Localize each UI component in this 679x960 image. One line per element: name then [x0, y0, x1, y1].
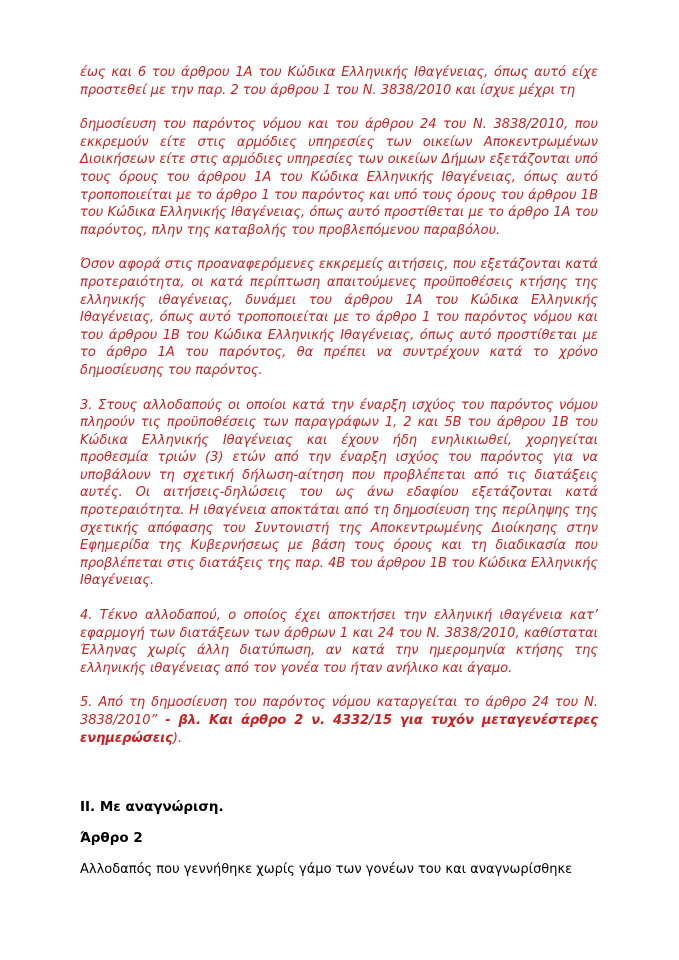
repeal-text: 5. Από τη δημοσίευση του παρόντος νόμου καταργείται το άρθρο 24 του Ν. 3838/2010” [80, 695, 598, 728]
spacer [80, 590, 598, 607]
spacer [80, 815, 598, 830]
reference-note: - βλ. Και άρθρο 2 ν. 4332/15 για τυχόν μεταγενέστερες ενημερώσεις [80, 713, 598, 746]
document-page [80, 64, 598, 879]
section-heading: ΙΙ. Με αναγνώριση. [80, 799, 224, 816]
paragraph-pending-applications: δημοσίευση του παρόντος νόμου και του άρθρου 24 του Ν. 3838/2010, που εκκρεμούν είτε στις αρμόδιες υπηρεσίες των οικείων Αποκεντρωμένων Διοικήσεων είτε στις αρμόδιες υπηρεσίες των οικείων Δήμων εξετάζονται υπό τους όρους του άρθρου 1Α του Κώδικα Ελληνικής Ιθαγένειας, όπως αυτό τροποποιείται με το άρθρο 1 του παρόντος και υπό τους όρους του άρθρου 1Β του Κώδικα Ελληνικής Ιθαγένειας, όπως αυτό προστίθεται με το άρθρο 1Α του παρόντος, πλην της καταβολής του προβλεπόμενου παραβόλου. [80, 117, 598, 238]
paragraph-3-foreigners: 3. Στους αλλοδαπούς οι οποίοι κατά την έναρξη ισχύος του παρόντος νόμου πληρούν τις προϋποθέσεις των παραγράφων 1, 2 και 5Β του άρθρου 1Β του Κώδικα Ελληνικής Ιθαγένειας και έχουν ήδη ενηλικιωθεί, χορηγείται προθεσμία τριών (3) ετών από την έναρξη ισχύος του παρόντος για να υποβάλουν τη σχετική δήλωση-αίτηση που προβλέπεται από τις διατάξεις αυτές. Οι αιτήσεις-δηλώσεις του ως άνω εδαφίου εξετάζονται κατά προτεραιότητα. Η ιθαγένεια αποκτάται από τη δημοσίευση της περίληψης της σχετικής απόφασης του Συντονιστή της Αποκεντρωμένης Διοίκησης στην Εφημερίδα της Κυβερνήσεως με βάση τους όρους και τη διαδικασία που προβλέπεται στις διατάξεις της παρ. 4Β του άρθρου 1Β του Κώδικα Ελληνικής Ιθαγένειας. [80, 397, 598, 589]
spacer [80, 677, 598, 694]
paragraph-5-repeal [80, 694, 598, 747]
paragraph-priority-conditions: Όσον αφορά στις προαναφερόμενες εκκρεμείς αιτήσεις, που εξετάζονται κατά προτεραιότητα, οι κατά περίπτωση απαιτούμενες προϋποθέσεις κτήσης της ελληνικής ιθαγένειας, δυνάμει του άρθρου 1Α του Κώδικα Ελληνικής Ιθαγένειας, όπως αυτό τροποποιείται με το άρθρο 1 του παρόντος νόμου και του άρθρου 1Β του Κώδικα Ελληνικής Ιθαγένειας, όπως αυτό προστίθεται με το άρθρο 1Α του παρόντος, θα πρέπει να συντρέχουν κατά το χρόνο δημοσίευσης του παρόντος. [80, 257, 598, 378]
paragraph-continuation: έως και 6 του άρθρου 1Α του Κώδικα Ελληνικής Ιθαγένειας, όπως αυτό είχε προστεθεί με την παρ. 2 του άρθρου 1 του Ν. 3838/2010 και ίσχυε μέχρι τη [80, 65, 598, 98]
spacer [80, 747, 598, 799]
spacer [80, 380, 598, 397]
spacer [80, 99, 598, 116]
spacer [80, 846, 598, 861]
closing-punctuation: ). [172, 730, 183, 746]
article-2-text: Αλλοδαπός που γεννήθηκε χωρίς γάμο των γονέων του και αναγνωρίσθηκε [80, 862, 573, 878]
article-heading: Άρθρο 2 [80, 830, 143, 847]
paragraph-4-child: 4. Τέκνο αλλοδαπού, ο οποίος έχει αποκτήσει την ελληνική ιθαγένεια κατ’ εφαρμογή των διατάξεων των άρθρων 1 και 24 του Ν. 3838/2010, καθίσταται Έλληνας χωρίς άλλη διατύπωση, αν κατά την ημερομηνία κτήσης της ελληνικής ιθαγένειας από τον γονέα του ήταν ανήλικο και άγαμο. [80, 608, 598, 676]
spacer [80, 239, 598, 256]
